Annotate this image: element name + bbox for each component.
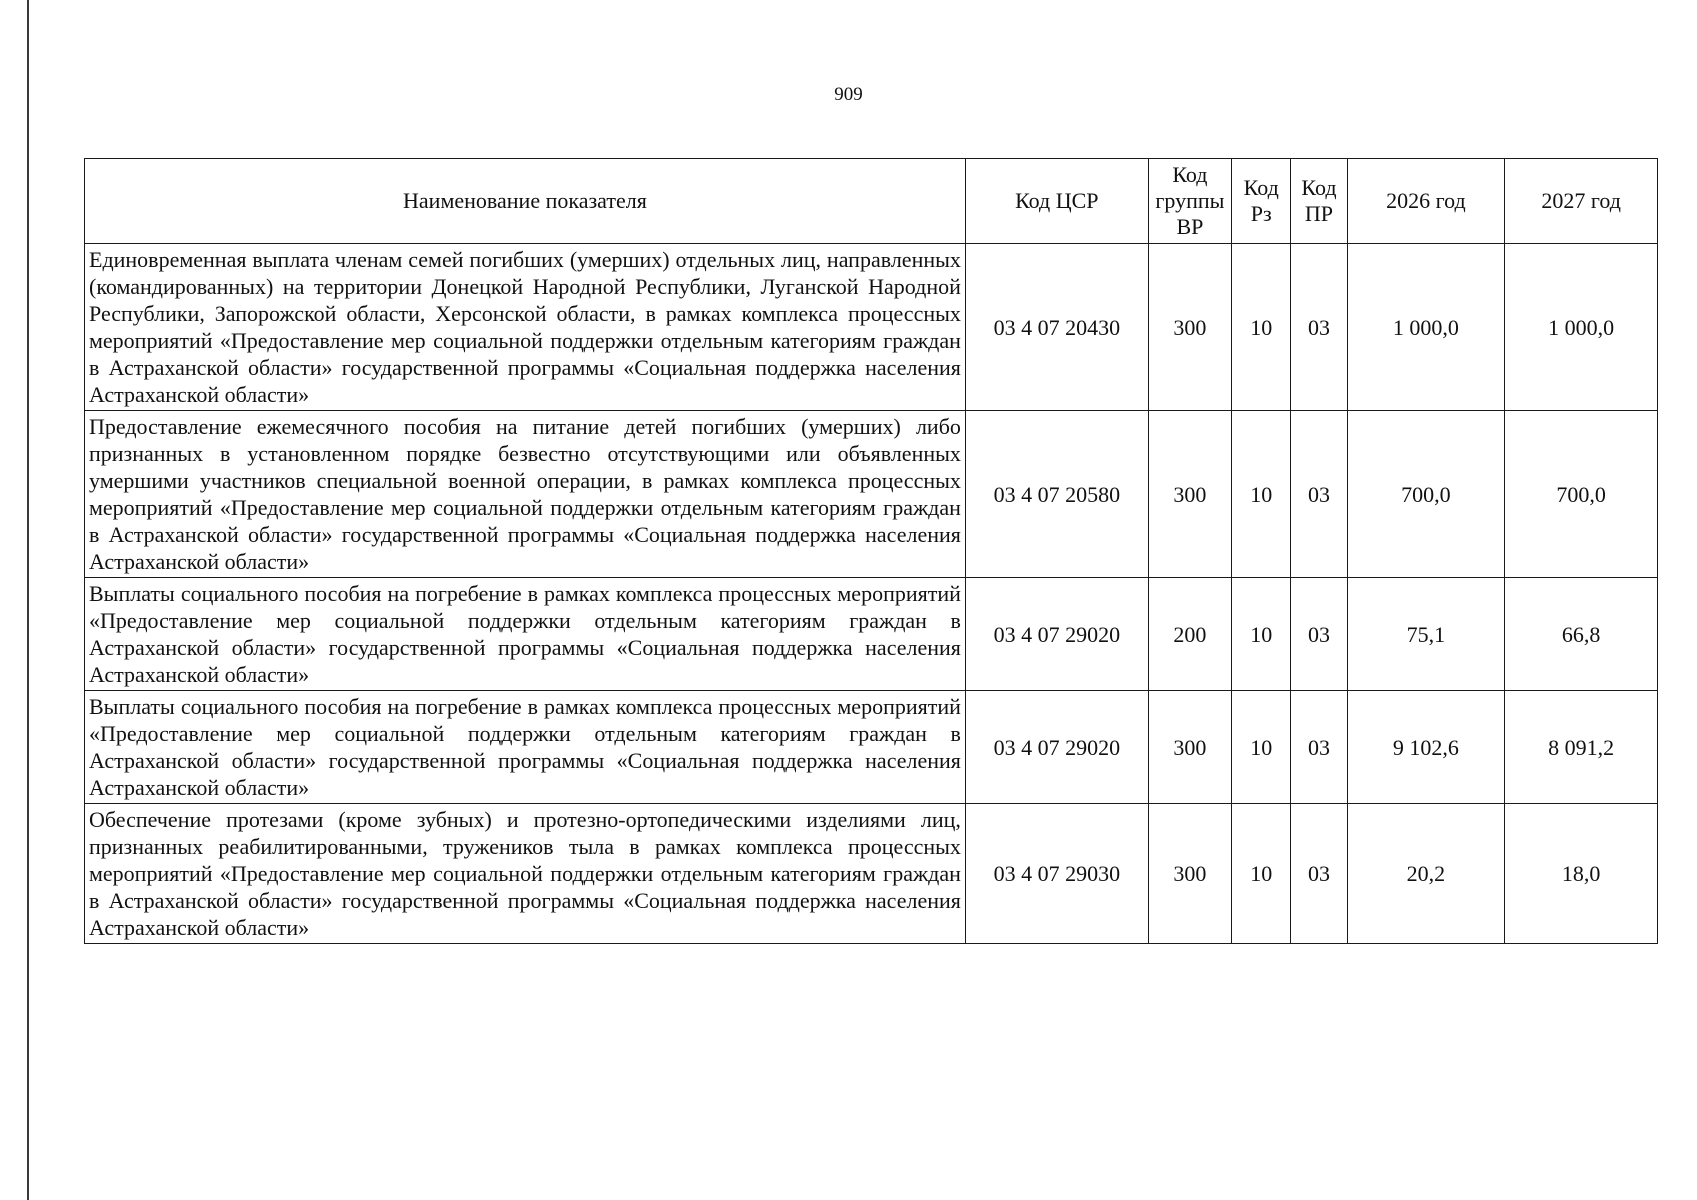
- row-pr-code: 03: [1291, 244, 1347, 411]
- row-rz-code: 10: [1232, 691, 1291, 804]
- row-rz-code: 10: [1232, 411, 1291, 578]
- row-csr-code: 03 4 07 20430: [965, 244, 1148, 411]
- header-year-2027: 2027 год: [1505, 159, 1658, 244]
- row-value-2027: 700,0: [1505, 411, 1658, 578]
- row-name: Предоставление ежемесячного пособия на питание детей погибших (умерших) либо признанных в установленном порядке безвестно отсутствующими или объявленных умершими участников специальной военной операции, в рамках комплекса процессных мероприятий «Предоставление мер социальной поддержки отдельным категориям граждан в Астраханской области» государственной программы «Социальная поддержка населения Астраханской области»: [85, 411, 966, 578]
- row-value-2026: 20,2: [1347, 804, 1505, 944]
- row-rz-code: 10: [1232, 578, 1291, 691]
- row-csr-code: 03 4 07 29020: [965, 578, 1148, 691]
- header-csr-code: Код ЦСР: [965, 159, 1148, 244]
- row-pr-code: 03: [1291, 804, 1347, 944]
- table-row: [85, 411, 1658, 578]
- row-csr-code: 03 4 07 20580: [965, 411, 1148, 578]
- row-value-2027: 66,8: [1505, 578, 1658, 691]
- header-pr-code: Код ПР: [1291, 159, 1347, 244]
- row-pr-code: 03: [1291, 691, 1347, 804]
- row-name: Выплаты социального пособия на погребение в рамках комплекса процессных мероприятий «Предоставление мер социальной поддержки отдельным категориям граждан в Астраханской области» государственной программы «Социальная поддержка населения Астраханской области»: [85, 691, 966, 804]
- row-value-2027: 1 000,0: [1505, 244, 1658, 411]
- header-name: Наименование показателя: [85, 159, 966, 244]
- table-row: [85, 244, 1658, 411]
- row-value-2026: 1 000,0: [1347, 244, 1505, 411]
- row-vr-code: 300: [1148, 244, 1231, 411]
- row-value-2027: 18,0: [1505, 804, 1658, 944]
- row-pr-code: 03: [1291, 411, 1347, 578]
- header-vr-code: Код группы ВР: [1148, 159, 1231, 244]
- scan-margin-line: [27, 0, 29, 1200]
- row-value-2027: 8 091,2: [1505, 691, 1658, 804]
- row-pr-code: 03: [1291, 578, 1347, 691]
- row-rz-code: 10: [1232, 244, 1291, 411]
- header-rz-code: Код Рз: [1232, 159, 1291, 244]
- budget-table: [84, 158, 1658, 944]
- page-number: 909: [834, 84, 863, 105]
- table-row: [85, 578, 1658, 691]
- table-header-row: [85, 159, 1658, 244]
- row-vr-code: 200: [1148, 578, 1231, 691]
- row-name: Выплаты социального пособия на погребение в рамках комплекса процессных мероприятий «Предоставление мер социальной поддержки отдельным категориям граждан в Астраханской области» государственной программы «Социальная поддержка населения Астраханской области»: [85, 578, 966, 691]
- row-name: Обеспечение протезами (кроме зубных) и протезно-ортопедическими изделиями лиц, признанных реабилитированными, тружеников тыла в рамках комплекса процессных мероприятий «Предоставление мер социальной поддержки отдельным категориям граждан в Астраханской области» государственной программы «Социальная поддержка населения Астраханской области»: [85, 804, 966, 944]
- row-name: Единовременная выплата членам семей погибших (умерших) отдельных лиц, направленных (командированных) на территории Донецкой Народной Республики, Луганской Народной Республики, Запорожской области, Херсонской области, в рамках комплекса процессных мероприятий «Предоставление мер социальной поддержки отдельным категориям граждан в Астраханской области» государственной программы «Социальная поддержка населения Астраханской области»: [85, 244, 966, 411]
- header-year-2026: 2026 год: [1347, 159, 1505, 244]
- row-csr-code: 03 4 07 29030: [965, 804, 1148, 944]
- row-csr-code: 03 4 07 29020: [965, 691, 1148, 804]
- row-rz-code: 10: [1232, 804, 1291, 944]
- row-vr-code: 300: [1148, 411, 1231, 578]
- row-vr-code: 300: [1148, 804, 1231, 944]
- row-value-2026: 700,0: [1347, 411, 1505, 578]
- row-value-2026: 75,1: [1347, 578, 1505, 691]
- row-vr-code: 300: [1148, 691, 1231, 804]
- table-row: [85, 691, 1658, 804]
- table-row: [85, 804, 1658, 944]
- row-value-2026: 9 102,6: [1347, 691, 1505, 804]
